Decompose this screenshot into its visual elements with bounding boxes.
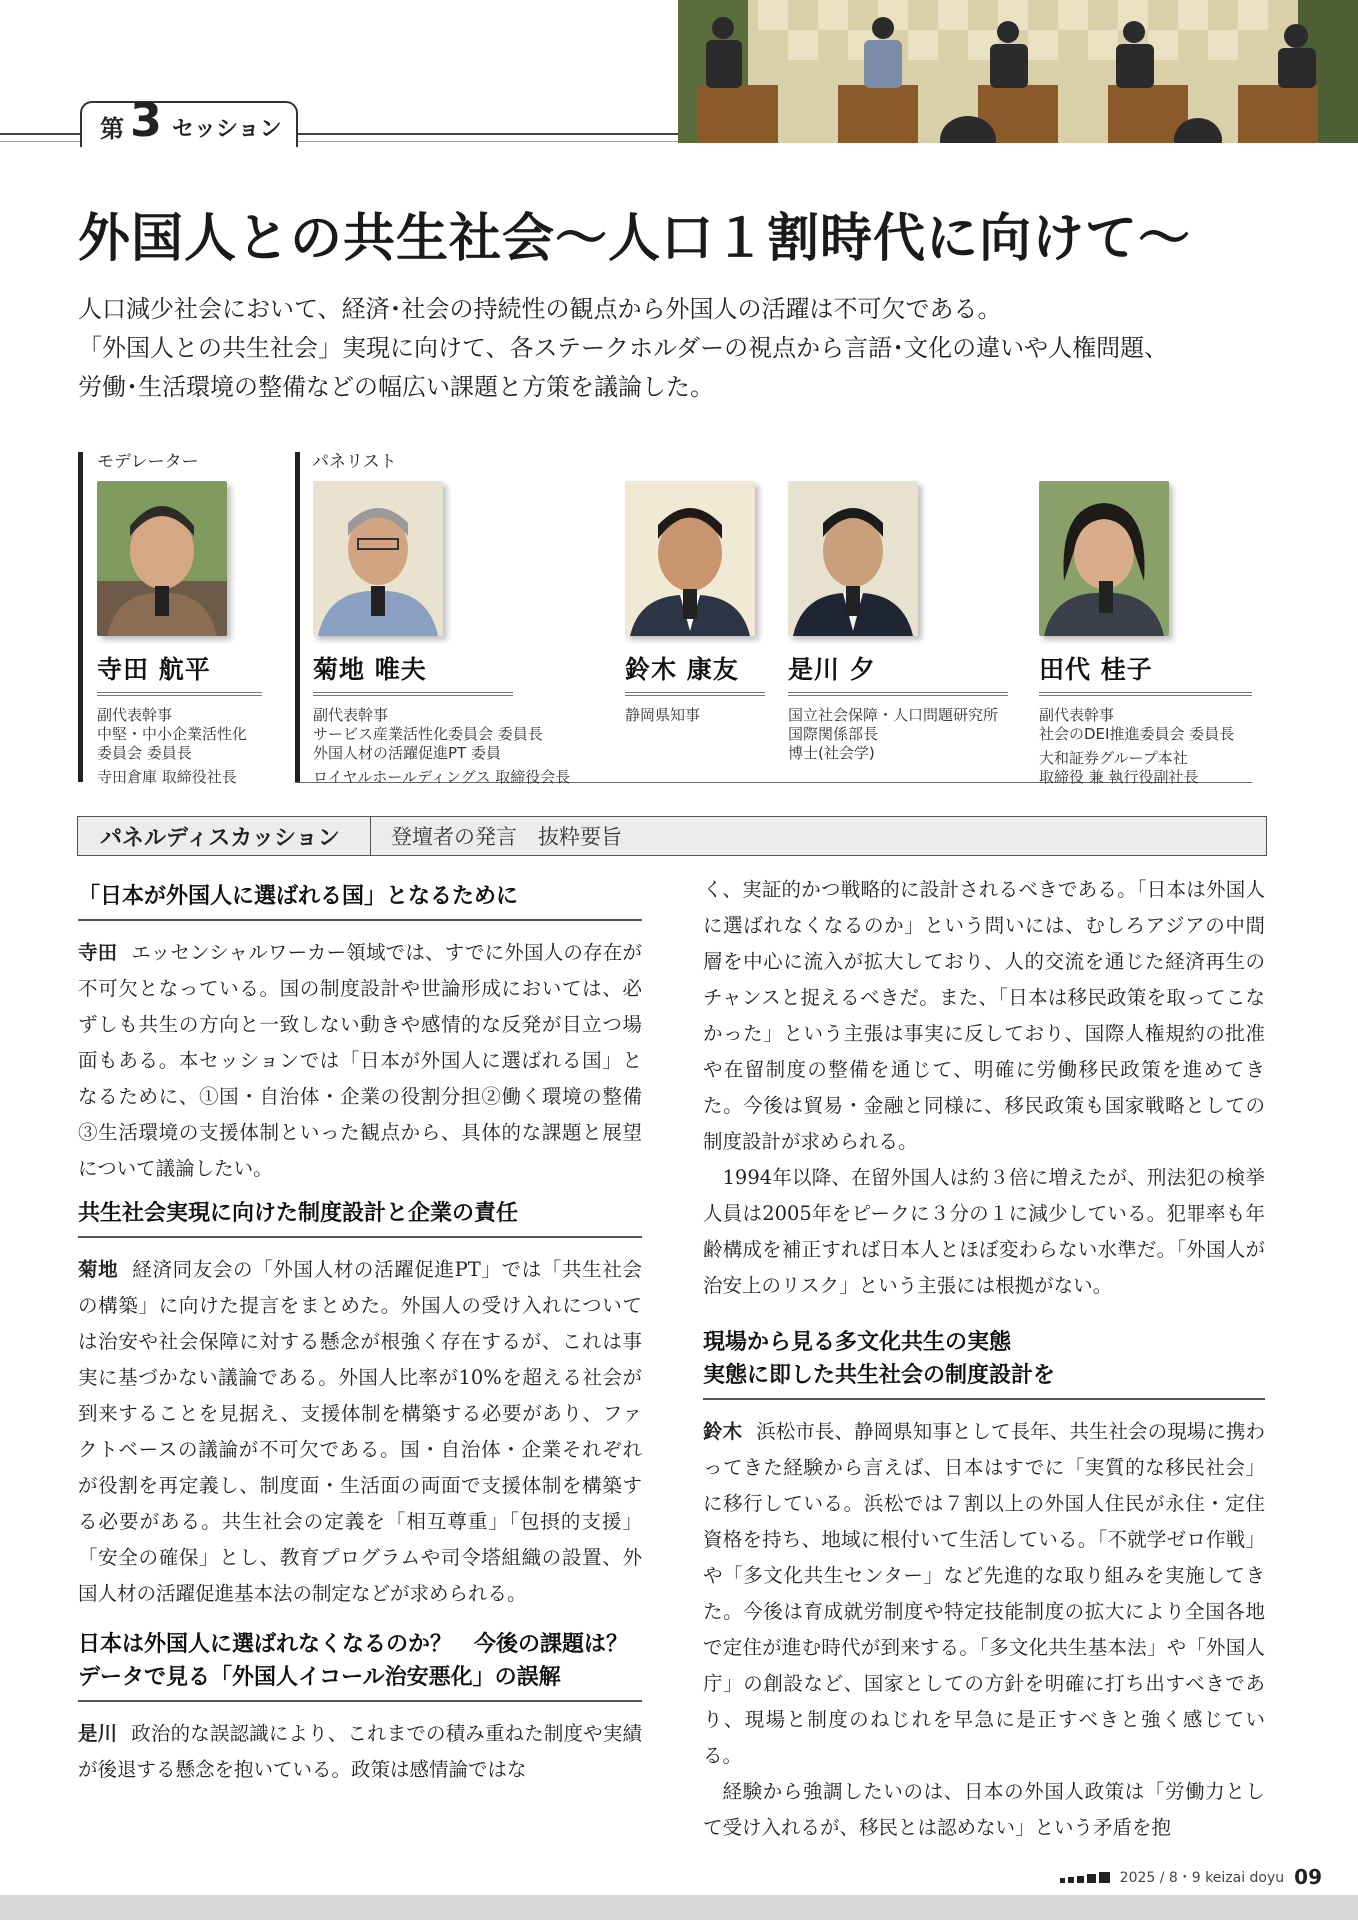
speaker-tag: 菊地 — [78, 1258, 119, 1281]
affiliation-line: 社会のDEI推進委員会 委員長 — [1039, 725, 1235, 743]
lead-line: 人口減少社会において、経済･社会の持続性の観点から外国人の活躍は不可欠である。 — [78, 295, 1002, 323]
moderator-bar — [78, 452, 83, 782]
panel-stage-photo — [678, 0, 1358, 143]
speaker-tag: 寺田 — [78, 941, 118, 964]
speaker-suzuki — [625, 481, 765, 725]
page-footer — [1060, 1865, 1322, 1889]
speaker-affiliation — [313, 706, 583, 787]
article-column-left — [78, 880, 642, 1788]
affiliation-line: 博士(社会学) — [788, 744, 875, 762]
section-heading: 「日本が外国人に選ばれる国」となるために — [78, 880, 642, 921]
banner-title: パネルディスカッション — [78, 817, 371, 855]
lead-paragraph — [78, 290, 1278, 407]
session-prefix: 第 — [100, 115, 124, 143]
section-heading: 共生社会実現に向けた制度設計と企業の責任 — [78, 1197, 642, 1238]
paragraph-text: エッセンシャルワーカー領域では、すでに外国人の存在が不可欠となっている。国の制度設計や世論形成においては、必ずしも共生の方向と一致しない動きや感情的な反発が目立つ場面もある。本セッションでは「日本が外国人に選ばれる国」となるために、①国・自治体・企業の役割分担②働く環境の整備③生活環境の支援体制といった観点から、具体的な課題と展望について議論したい。 — [78, 941, 642, 1180]
affiliation-line: 副代表幹事 — [97, 706, 173, 724]
speaker-photo — [313, 481, 443, 636]
speaker-paragraph — [78, 935, 642, 1187]
page-number: 09 — [1294, 1865, 1322, 1889]
moderator-label: モデレーター — [97, 452, 199, 472]
affiliation-line: 中堅・中小企業活性化 — [97, 725, 248, 743]
footer-squares-icon — [1060, 1872, 1110, 1883]
heading-line: 現場から見る多文化共生の実態 — [703, 1330, 1012, 1355]
speaker-korekawa — [788, 481, 1008, 763]
affiliation-line: 外国人材の活躍促進PT 委員 — [313, 744, 501, 762]
paragraph-text: 経験から強調したいのは、日本の外国人政策は「労働力として受け入れるが、移民とは認めない」という矛盾を抱 — [703, 1780, 1265, 1839]
name-rule — [625, 692, 765, 696]
page-title: 外国人との共生社会～人口１割時代に向けて～ — [78, 209, 1192, 269]
speaker-photo — [788, 481, 918, 636]
name-rule — [1039, 692, 1252, 696]
speaker-paragraph — [78, 1716, 642, 1788]
speaker-name: 鈴木 康友 — [625, 655, 739, 684]
issue-date: 2025 / 8・9 keizai doyu — [1119, 1870, 1285, 1886]
affiliation-line: 国際関係部長 — [788, 725, 879, 743]
section-heading — [78, 1628, 642, 1702]
paragraph-text: 浜松市長、静岡県知事として長年、共生社会の現場に携わってきた経験から言えば、日本はすでに「実質的な移民社会」に移行している。浜松では７割以上の外国人住民が永住・定住資格を持ち、地域に根付いて生活している。「不就学ゼロ作戦」や「多文化共生センター」など先進的な取り組みを実施してきた。今後は育成就労制度や特定技能制度の拡大により全国各地で定住が進む時代が到来する。「多文化共生基本法」や「外国人庁」の創設など、国家としての方針を明確に打ち出すべきであり、現場と制度のねじれを早急に是正すべきと強く感じている。 — [703, 1420, 1265, 1767]
speaker-affiliation — [788, 706, 1008, 763]
affiliation-line: ロイヤルホールディングス 取締役会長 — [313, 768, 571, 786]
affiliation-line: 取締役 兼 執行役副社長 — [1039, 768, 1199, 786]
paragraph-text: く、実証的かつ戦略的に設計されるべきである。「日本は外国人に選ばれなくなるのか」という問いには、むしろアジアの中間層を中心に流入が拡大しており、人的交流を通じた経済再生のチャンスと捉えるべきだ。また、「日本は移民政策を取ってこなかった」という主張は事実に反しており、国際人権規約の批准や在留制度の整備を通じて、明確に労働移民政策を進めてきた。今後は貿易・金融と同様に、移民政策も国家戦略としての制度設計が求められる。 — [703, 878, 1265, 1153]
name-rule — [313, 692, 513, 696]
panelist-bar — [295, 452, 300, 782]
name-rule — [97, 692, 262, 696]
affiliation-line: 国立社会保障・人口問題研究所 — [788, 706, 999, 724]
speaker-terada — [97, 481, 262, 787]
paragraph-text: 政治的な誤認識により、これまでの積み重ねた制度や実績が後退する懸念を抱いている。政策は感情論ではな — [78, 1722, 642, 1781]
speaker-affiliation — [625, 706, 765, 725]
article-column-right — [703, 872, 1265, 1846]
paragraph-text: 1994年以降、在留外国人は約３倍に増えたが、刑法犯の検挙人員は2005年をピークに３分の１に減少している。犯罪率も年齢構成を補正すれば日本人とほぼ変わらない水準だ。「外国人が治安上のリスク」という主張には根拠がない。 — [703, 1166, 1265, 1297]
session-tab — [80, 93, 298, 148]
panelist-label: パネリスト — [312, 452, 397, 472]
speaker-photo — [1039, 481, 1169, 636]
name-rule — [788, 692, 1008, 696]
affiliation-line: 大和証券グループ本社 — [1039, 749, 1188, 767]
speaker-photo — [625, 481, 755, 636]
lead-line: 労働･生活環境の整備などの幅広い課題と方策を議論した。 — [78, 373, 714, 401]
session-number: 3 — [130, 93, 163, 148]
speaker-name: 田代 桂子 — [1039, 655, 1153, 684]
affiliation-line: 委員会 委員長 — [97, 744, 192, 762]
affiliation-line: 副代表幹事 — [1039, 706, 1115, 724]
speaker-paragraph — [78, 1252, 642, 1612]
affiliation-line: 副代表幹事 — [313, 706, 389, 724]
heading-line: 実態に即した共生社会の制度設計を — [703, 1363, 1056, 1388]
speaker-tag: 鈴木 — [703, 1420, 743, 1443]
speaker-kikuchi — [313, 481, 583, 787]
speaker-name: 寺田 航平 — [97, 655, 211, 684]
section-heading — [703, 1326, 1265, 1400]
banner-subtitle: 登壇者の発言 抜粋要旨 — [391, 825, 622, 849]
bottom-margin-bar — [0, 1895, 1358, 1920]
speaker-photo — [97, 481, 227, 636]
affiliation-line: 寺田倉庫 取締役社長 — [97, 768, 237, 786]
session-suffix: セッション — [172, 117, 282, 142]
lead-line: 「外国人との共生社会」実現に向けて、各ステークホルダーの視点から言語･文化の違いや人権問題、 — [78, 334, 1169, 362]
speaker-affiliation — [97, 706, 262, 787]
heading-line: 日本は外国人に選ばれなくなるのか？ 今後の課題は？ — [78, 1632, 629, 1657]
speaker-name: 是川 夕 — [788, 655, 876, 684]
heading-line: データで見る「外国人イコール治安悪化」の誤解 — [78, 1665, 561, 1690]
speaker-tashiro — [1039, 481, 1252, 787]
affiliation-line: 静岡県知事 — [625, 706, 701, 724]
paragraph-text: 経済同友会の「外国人材の活躍促進PT」では「共生社会の構築」に向けた提言をまとめた。外国人の受け入れについては治安や社会保障に対する懸念が根強く存在するが、これは事実に基づかない議論である。外国人比率が10%を超える社会が到来することを見据え、支援体制を構築する必要があり、ファクトベースの議論が不可欠である。国・自治体・企業それぞれが役割を再定義し、制度面・生活面の両面で支援体制を構築する必要がある。共生社会の定義を「相互尊重」「包摂的支援」「安全の確保」とし、教育プログラムや司令塔組織の設置、外国人材の活躍促進基本法の制定などが求められる。 — [78, 1258, 642, 1605]
speaker-affiliation — [1039, 706, 1252, 787]
speaker-paragraph — [703, 1414, 1265, 1774]
affiliation-line: サービス産業活性化委員会 委員長 — [313, 725, 543, 743]
speaker-name: 菊地 唯夫 — [313, 655, 427, 684]
speaker-tag: 是川 — [78, 1722, 118, 1745]
panel-discussion-banner — [77, 816, 1267, 856]
